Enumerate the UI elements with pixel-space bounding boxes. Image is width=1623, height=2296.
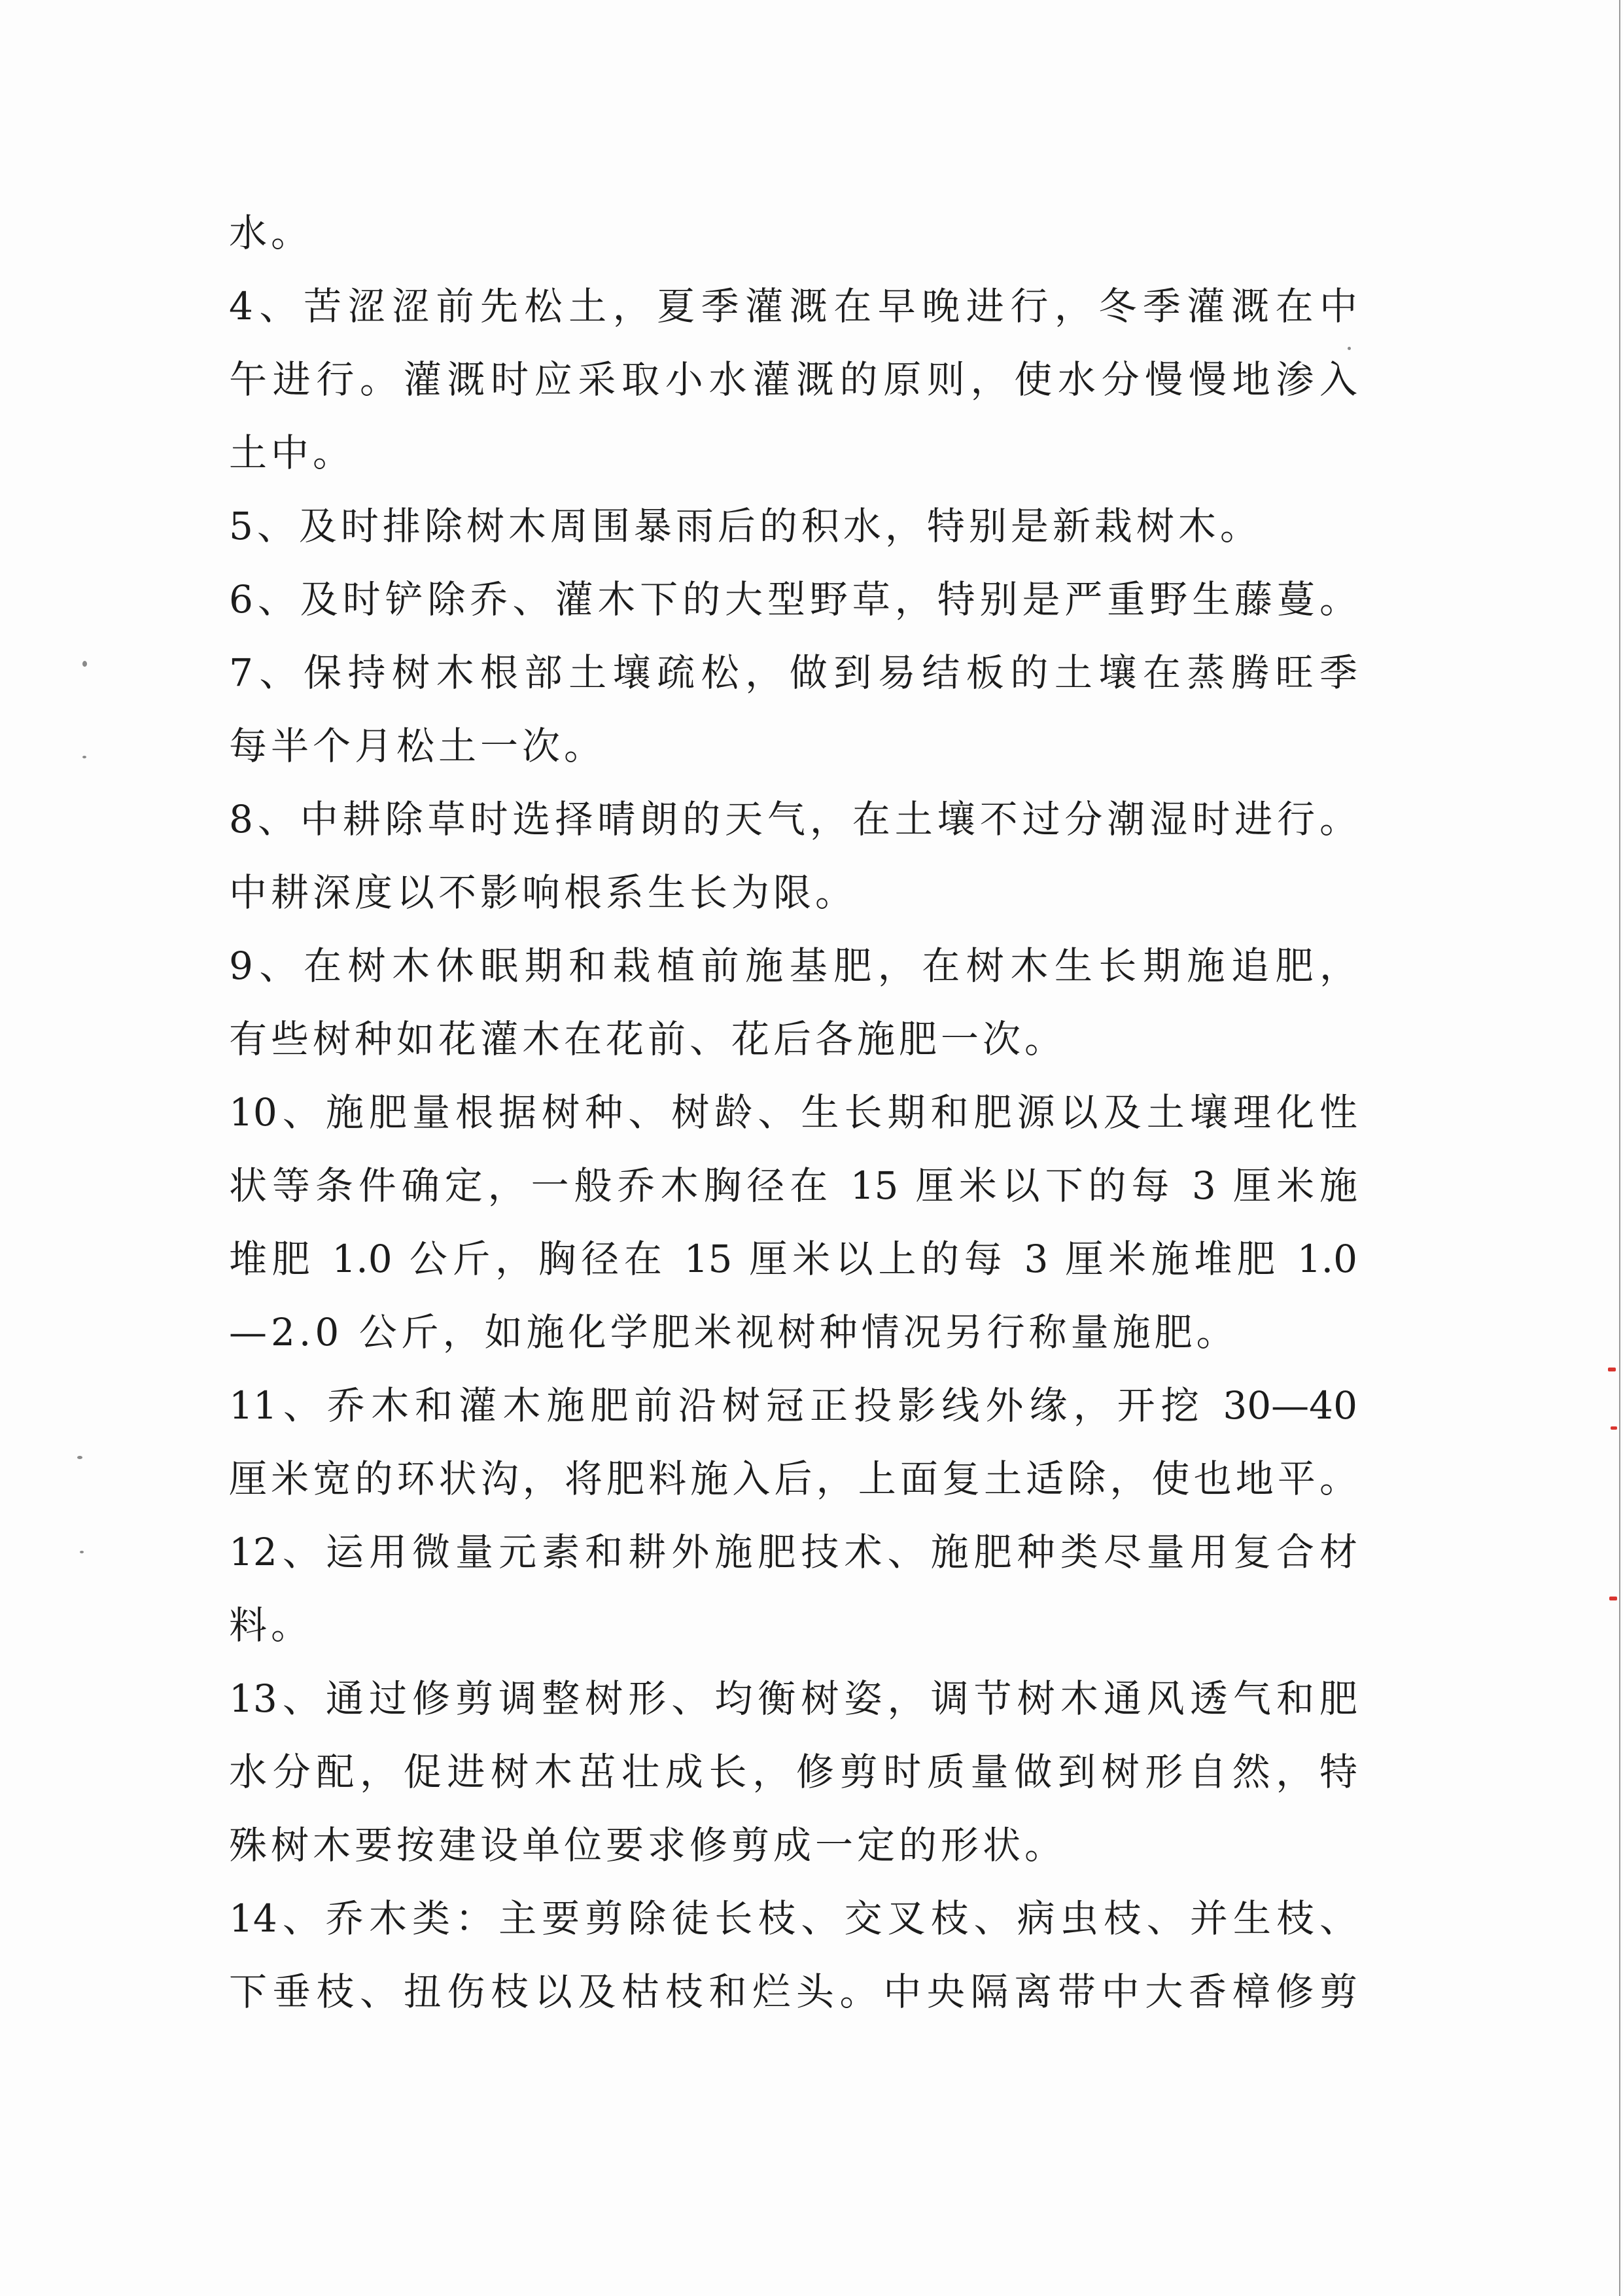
text-line: 水。 bbox=[229, 211, 313, 255]
text-line: 下垂枝、扭伤枝以及枯枝和烂头。中央隔离带中大香樟修剪 bbox=[229, 1969, 1357, 2014]
text-line: 厘米宽的环状沟，将肥料施入后，上面复土适除，使也地平。 bbox=[229, 1457, 1357, 1501]
text-line: 殊树木要按建设单位要求修剪成一定的形状。 bbox=[229, 1823, 1067, 1867]
scan-edge-line bbox=[1619, 0, 1620, 2296]
text-line: 10、施肥量根据树种、树龄、生长期和肥源以及土壤理化性 bbox=[229, 1090, 1357, 1135]
text-line: 料。 bbox=[229, 1603, 313, 1648]
text-line: 水分配，促进树木茁壮成长，修剪时质量做到树形自然，特 bbox=[229, 1750, 1357, 1794]
edge-mark bbox=[1609, 1597, 1617, 1600]
edge-mark bbox=[1608, 1368, 1616, 1371]
text-line: 14、乔木类：主要剪除徒长枝、交叉枝、病虫枝、并生枝、 bbox=[229, 1896, 1357, 1941]
text-line: 中耕深度以不影响根系生长为限。 bbox=[229, 870, 858, 915]
scan-speck bbox=[82, 661, 87, 667]
text-line: 12、运用微量元素和耕外施肥技术、施肥种类尽量用复合材 bbox=[229, 1530, 1357, 1574]
text-line: 4、苦涩涩前先松土，夏季灌溉在早晚进行，冬季灌溉在中 bbox=[229, 284, 1357, 328]
text-line: 午进行。灌溉时应采取小水灌溉的原则，使水分慢慢地渗入 bbox=[229, 357, 1357, 402]
scan-speck bbox=[1348, 347, 1351, 350]
scan-speck bbox=[82, 756, 86, 758]
text-line: 6、及时铲除乔、灌木下的大型野草，特别是严重野生藤蔓。 bbox=[229, 577, 1357, 622]
scan-speck bbox=[77, 1456, 82, 1459]
text-line: 11、乔木和灌木施肥前沿树冠正投影线外缘，开挖 30—40 bbox=[229, 1383, 1357, 1428]
text-line: 5、及时排除树木周围暴雨后的积水，特别是新栽树木。 bbox=[229, 504, 1262, 548]
text-line: —2.0 公斤，如施化学肥米视树种情况另行称量施肥。 bbox=[229, 1310, 1238, 1354]
text-line: 状等条件确定，一般乔木胸径在 15 厘米以下的每 3 厘米施 bbox=[229, 1163, 1357, 1208]
text-line: 土中。 bbox=[229, 431, 355, 475]
text-line: 8、中耕除草时选择晴朗的天气，在土壤不过分潮湿时进行。 bbox=[229, 797, 1357, 841]
scan-speck bbox=[80, 1551, 84, 1553]
edge-mark bbox=[1611, 1426, 1617, 1430]
text-line: 每半个月松土一次。 bbox=[229, 724, 606, 768]
text-line: 7、保持树木根部土壤疏松，做到易结板的土壤在蒸腾旺季 bbox=[229, 650, 1357, 695]
text-line: 13、通过修剪调整树形、均衡树姿，调节树木通风透气和肥 bbox=[229, 1676, 1357, 1721]
document-body bbox=[229, 196, 1357, 2028]
text-line: 9、在树木休眠期和栽植前施基肥，在树木生长期施追肥， bbox=[229, 944, 1357, 988]
text-line: 有些树种如花灌木在花前、花后各施肥一次。 bbox=[229, 1017, 1067, 1061]
text-line: 堆肥 1.0 公斤，胸径在 15 厘米以上的每 3 厘米施堆肥 1.0 bbox=[229, 1237, 1357, 1281]
